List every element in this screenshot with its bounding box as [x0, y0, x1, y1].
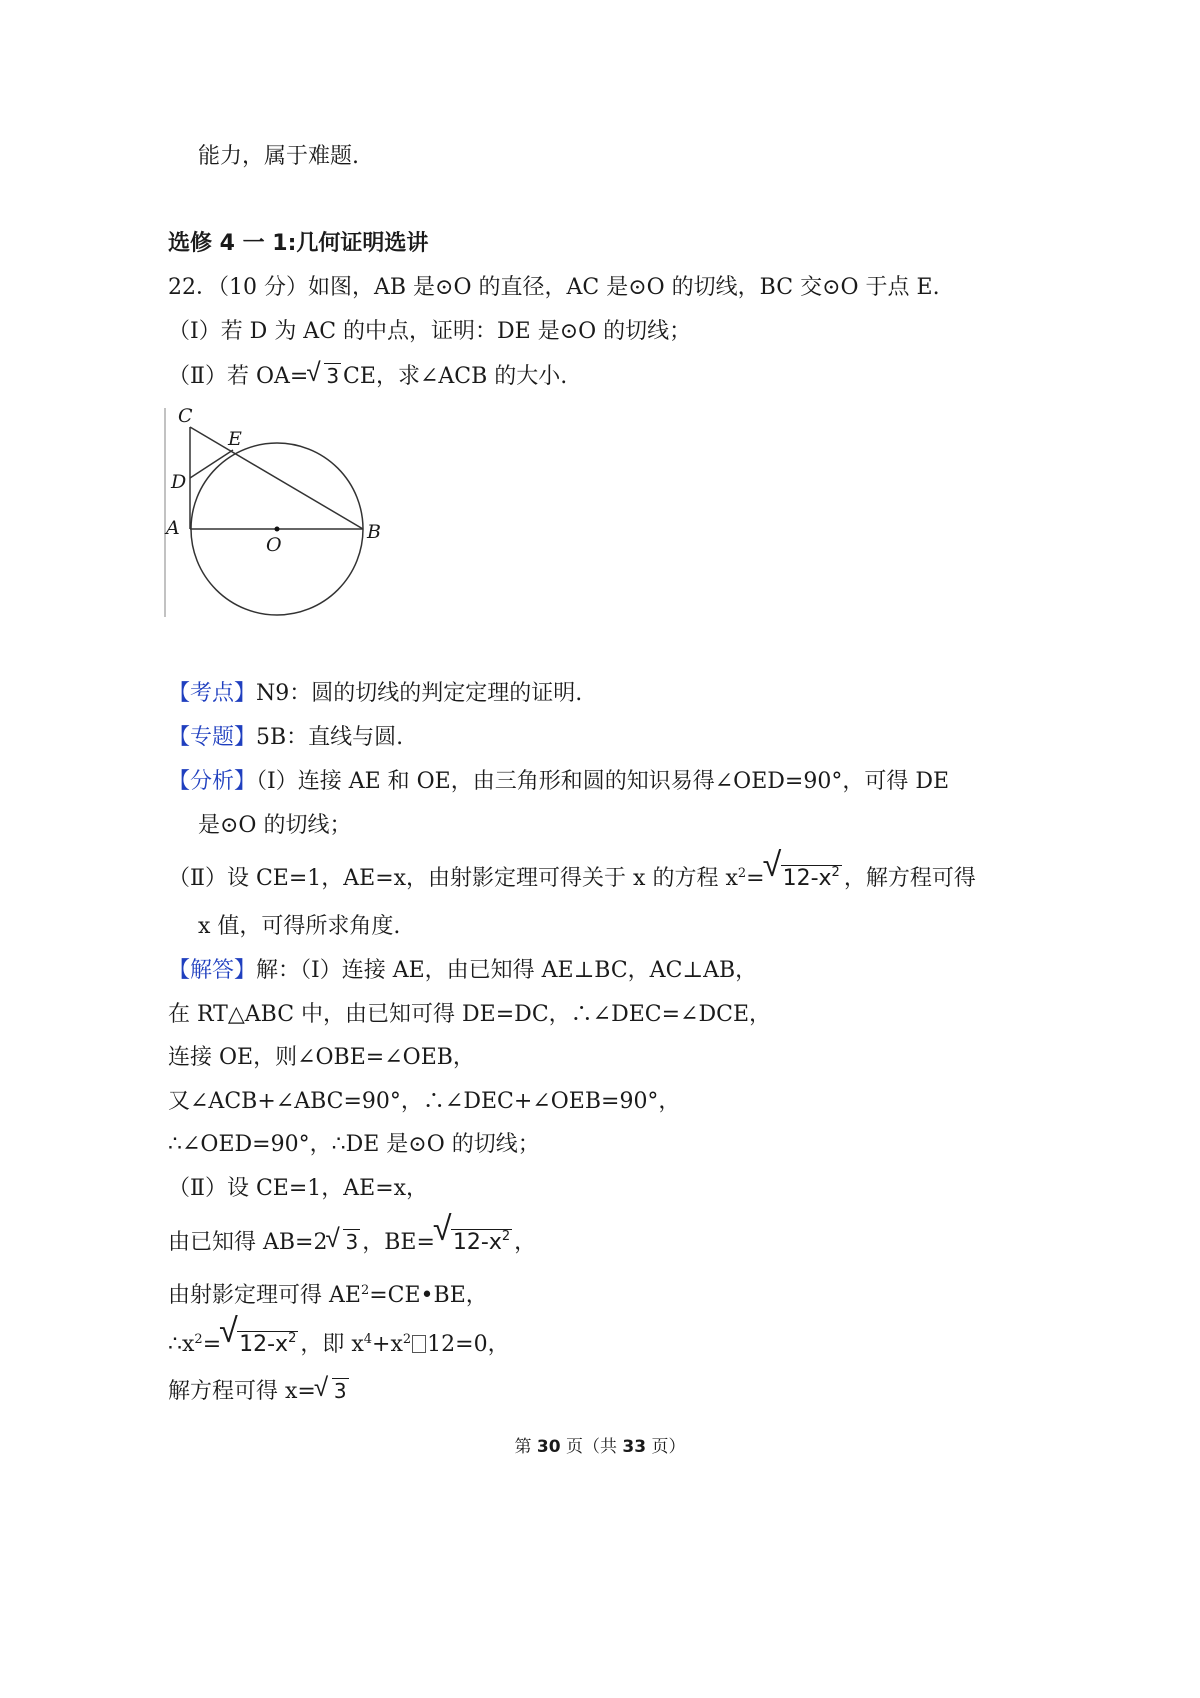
solution-line-4: 又∠ACB+∠ABC=90°，∴∠DEC+∠OEB=90°，: [168, 1089, 681, 1114]
solution-line-7: 由已知得 AB=2√ 3 ，BE=√ $12-x^2$ ，: [168, 1222, 536, 1258]
sqrt-12-minus-x2: √ $12-x^2$: [221, 1324, 298, 1360]
question-part-2: （Ⅱ）若 OA=√ 3 CE，求∠ACB 的大小.: [168, 361, 567, 392]
topic: 【专题】5B：直线与圆.: [168, 725, 404, 750]
question-part-1: （Ⅰ）若 D 为 AC 的中点，证明：DE 是⊙O 的切线；: [168, 319, 692, 344]
solution-line-2: 在 RT△ABC 中，由已知可得 DE=DC，∴∠DEC=∠DCE，: [168, 1002, 772, 1027]
center-point-o: [275, 527, 280, 532]
question-statement: 22．（10 分）如图，AB 是⊙O 的直径，AC 是⊙O 的切线，BC 交⊙O 于点 E.: [168, 275, 940, 300]
solution-line-6: （Ⅱ）设 CE=1，AE=x，: [168, 1176, 429, 1201]
solution-line-9: $\therefore x^2=√$ $12-x^2$ ，即 $x^4+x^2$ 12=0，: [168, 1324, 510, 1360]
solution-line-3: 连接 OE，则∠OBE=∠OEB，: [168, 1045, 475, 1070]
label-a: A: [166, 517, 180, 539]
analysis-line-4: x 值，可得所求角度.: [198, 914, 401, 939]
section-heading: 选修 4 一 1:几何证明选讲: [168, 231, 429, 256]
label-c: C: [178, 405, 193, 427]
solution-line-10: 解方程可得 x=√ 3: [168, 1376, 351, 1407]
sqrt-3: √ 3: [308, 361, 341, 391]
analysis-line-3: （Ⅱ）设 CE=1，AE=x，由射影定理可得关于 x 的方程 $x^2=√$ $12-x^2$ ，解方程可得: [168, 858, 976, 894]
knowledge-point: 【考点】N9：圆的切线的判定定理的证明.: [168, 681, 583, 706]
solution-line-1: 【解答】解：（Ⅰ）连接 AE，由已知得 AE⊥BC，AC⊥AB，: [168, 958, 758, 983]
label-o: O: [266, 534, 282, 556]
sqrt-12-minus-x2: √ $12-x^2$: [765, 858, 842, 894]
sqrt-3: √ 3: [316, 1376, 349, 1406]
analysis-line-2: 是⊙O 的切线；: [198, 813, 352, 838]
missing-glyph-box: [412, 1335, 426, 1353]
label-b: B: [367, 521, 381, 543]
text-line-intro: 能力，属于难题.: [198, 144, 359, 169]
page-footer: 第 30 页（共 33 页）: [514, 1437, 686, 1457]
analysis-line-1: 【分析】（Ⅰ）连接 AE 和 OE，由三角形和圆的知识易得∠OED=90°，可得 DE: [168, 769, 950, 794]
solution-line-5: ∴∠OED=90°，∴DE 是⊙O 的切线；: [168, 1132, 540, 1157]
label-d: D: [171, 471, 187, 493]
solution-line-8: 由射影定理可得 $AE^2=CE•BE$，: [168, 1283, 488, 1308]
geometry-figure: [160, 400, 390, 620]
sqrt-12-minus-x2: √ $12-x^2$: [435, 1222, 512, 1258]
sqrt-3: √ 3: [327, 1227, 360, 1257]
label-e: E: [228, 428, 242, 450]
